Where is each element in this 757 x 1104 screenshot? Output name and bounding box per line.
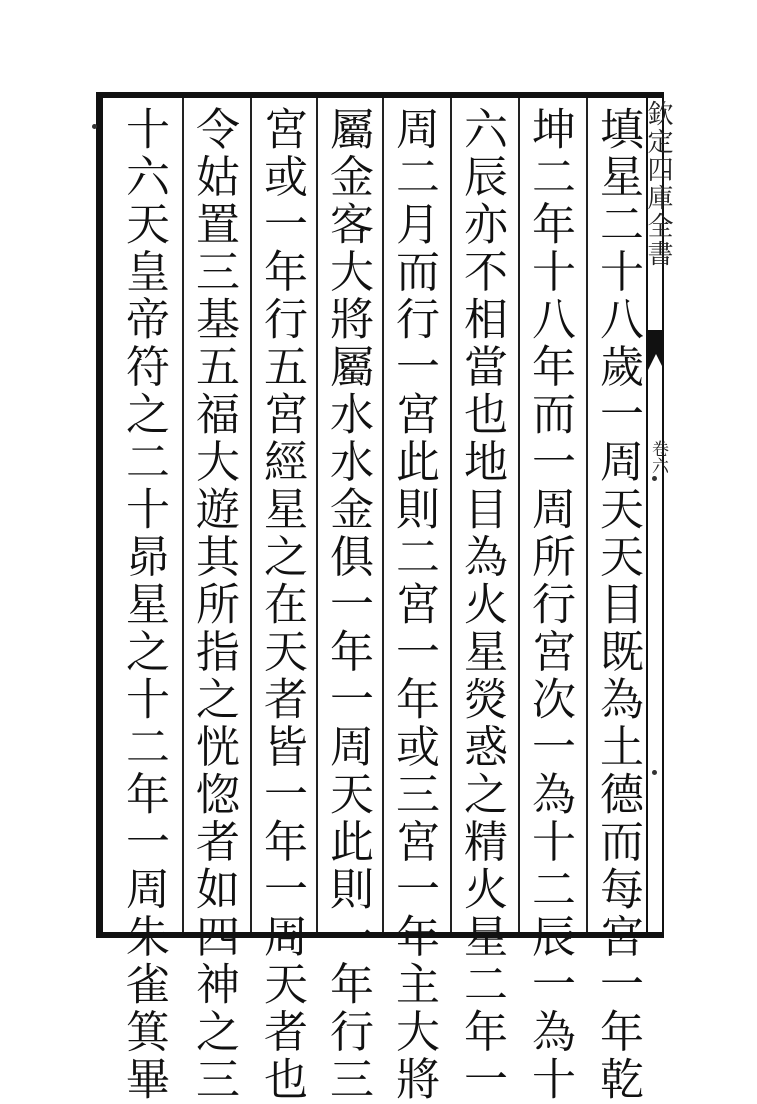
- column-text: 宮或一年行五宮經星之在天者皆一年一周天者也: [256, 106, 307, 1104]
- column-text: 周二月而行一宮此則二宮一年或三宮一年主大將: [388, 106, 439, 1104]
- scan-speck: [652, 476, 657, 481]
- text-column-7: [186, 96, 240, 1104]
- text-column-5: [320, 96, 374, 1104]
- margin-volume-label: 卷六: [648, 440, 668, 474]
- column-rule: [316, 98, 318, 932]
- column-text: 屬金客大將屬水水金俱一年一周天此則一年行三: [322, 106, 373, 1104]
- text-column-2: [522, 96, 576, 1104]
- scan-speck: [652, 770, 657, 775]
- column-rule: [586, 98, 588, 932]
- column-rule: [518, 98, 520, 932]
- text-column-6: [254, 96, 308, 1104]
- column-rule: [250, 98, 252, 932]
- scan-speck: [92, 124, 97, 129]
- column-text: 十六天皇帝符之二十昴星之十二年一周朱雀箕畢: [118, 106, 169, 1104]
- column-rule: [382, 98, 384, 932]
- text-column-3: [454, 96, 508, 1104]
- column-text: 坤二年十八年而一周所行宮次一為十二辰一為十: [524, 106, 575, 1104]
- text-column-1: [590, 96, 644, 1104]
- text-column-4: [386, 96, 440, 1104]
- column-text: 令姑置三基五福大遊其所指之恍惚者如四神之三: [188, 106, 239, 1104]
- column-text: 六辰亦不相當也地目為火星熒惑之精火星二年一: [456, 106, 507, 1104]
- column-text: 填星二十八歲一周天天目既為土德而每宮一年乾: [592, 106, 643, 1104]
- text-column-8: [116, 96, 170, 1104]
- column-rule: [450, 98, 452, 932]
- margin-book-title: 欽定四庫全書: [643, 100, 673, 268]
- column-rule: [182, 98, 184, 932]
